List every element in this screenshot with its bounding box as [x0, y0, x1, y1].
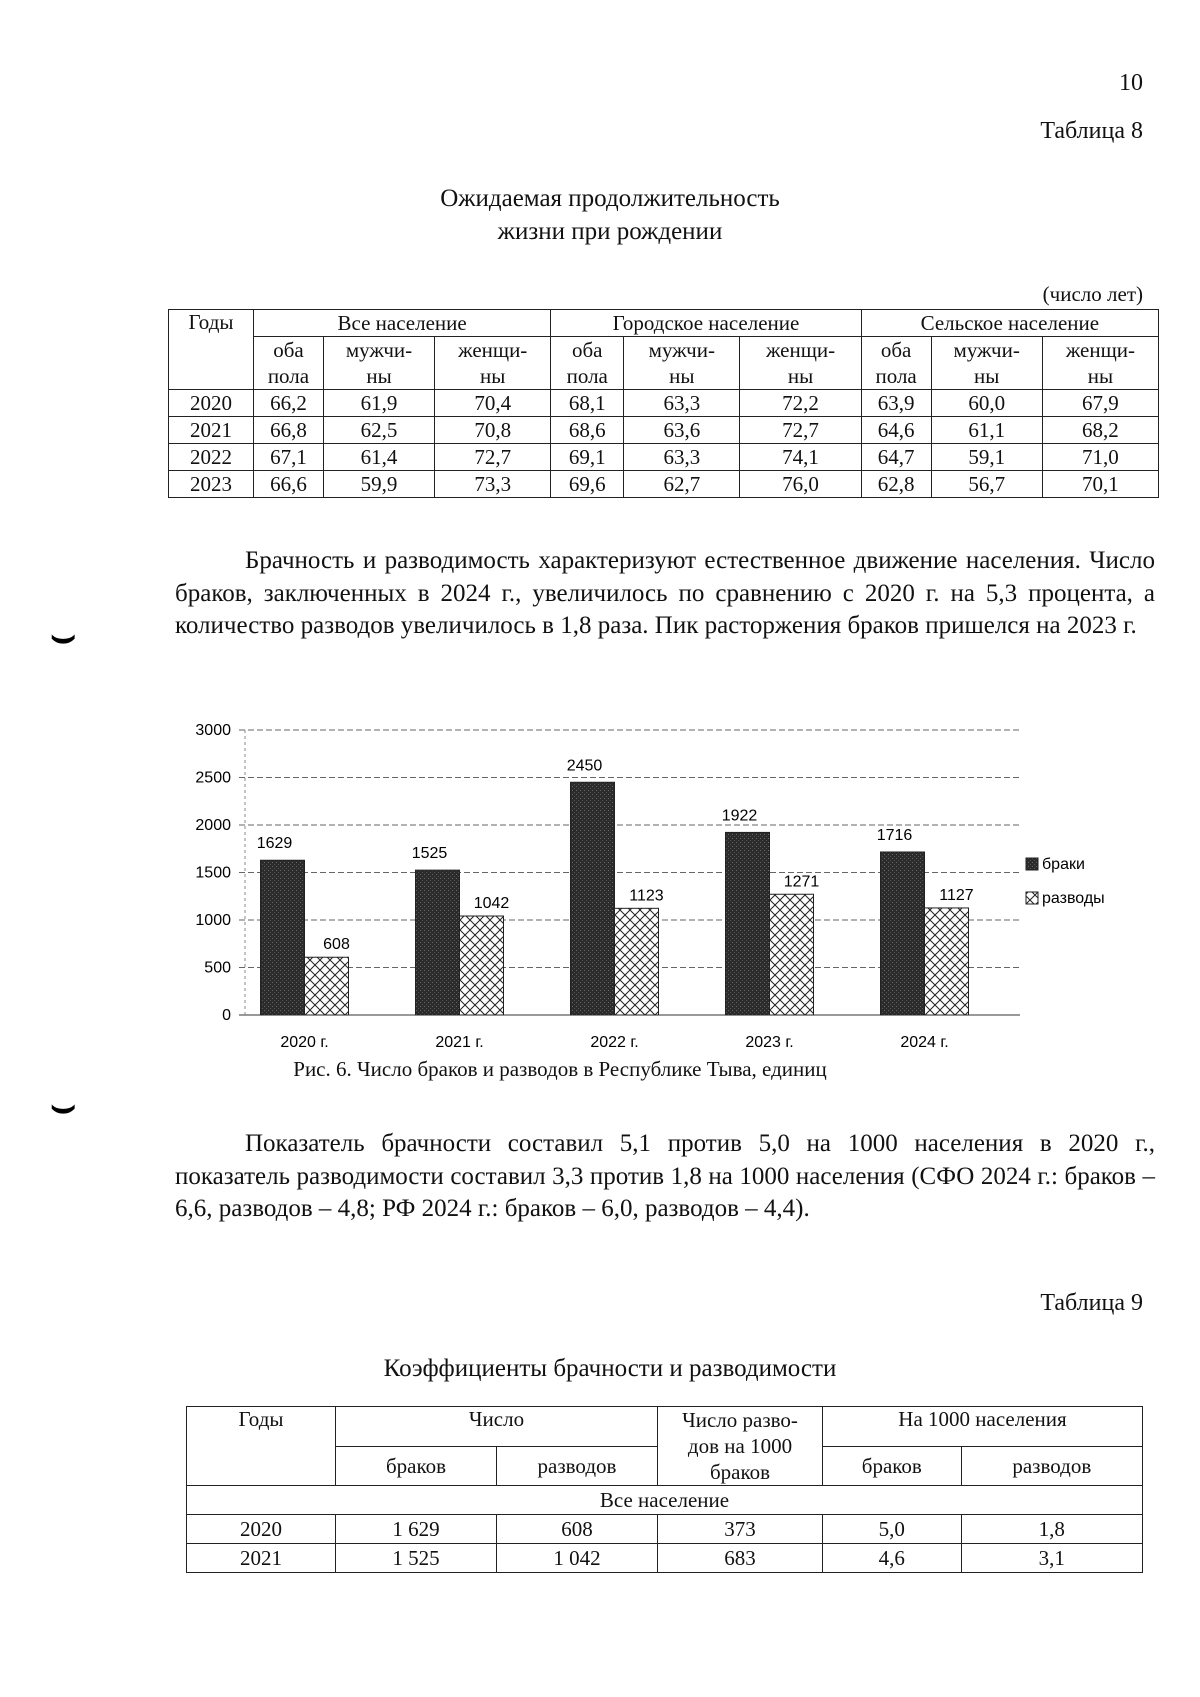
y-tick-label: 3000: [195, 722, 231, 739]
paragraph-marriage-rate: Показатель брачности составил 5,1 против 5,0 на 1000 населения в 2020 г., показатель разводимости составил 3,3 против 1,8 на 1000 населения (СФО 2024 г.: браков – 6,6, разводов – 4,8; РФ 2024 г.: браков – 6,0, разводов – 4,4).: [175, 1130, 1155, 1222]
x-tick-label: 2024 г.: [900, 1034, 949, 1050]
subheader-bottom-row: [169, 363, 1159, 390]
year-cell: 2020: [169, 390, 254, 417]
value-cell: 67,1: [254, 444, 324, 471]
value-cell: 69,6: [551, 471, 624, 498]
value-cell: 72,7: [740, 417, 861, 444]
value-cell: 4,6: [823, 1544, 962, 1573]
value-cell: 73,3: [435, 471, 551, 498]
value-cell: 74,1: [740, 444, 861, 471]
page-number: 10: [1119, 70, 1143, 96]
chart-legend: [1026, 856, 1105, 907]
value-cell: 3,1: [961, 1544, 1142, 1573]
year-cell: 2023: [169, 471, 254, 498]
subheader: ны: [323, 363, 434, 390]
year-cell: 2022: [169, 444, 254, 471]
subheader: ны: [435, 363, 551, 390]
table8-unit: (число лет): [1042, 282, 1143, 306]
table9-label: Таблица 9: [1040, 1290, 1143, 1316]
year-cell: 2020: [187, 1515, 336, 1544]
subheader-marriages: браков: [336, 1446, 497, 1486]
chart-x-axis: [280, 1034, 948, 1050]
header-count: Число: [336, 1407, 658, 1447]
chart-y-axis: [195, 722, 245, 1024]
data-label-divorces: 1271: [783, 873, 820, 891]
value-cell: 68,6: [551, 417, 624, 444]
bar-divorces: [460, 916, 504, 1015]
subheader-divorces: разводов: [497, 1446, 658, 1486]
y-tick-label: 2500: [195, 769, 231, 787]
table-row: [169, 471, 1159, 498]
value-cell: 72,2: [740, 390, 861, 417]
subheader: ны: [624, 363, 740, 390]
legend-label-marriages: браки: [1042, 856, 1085, 873]
y-tick-label: 0: [222, 1007, 231, 1024]
legend-swatch-divorces: [1026, 892, 1038, 904]
value-cell: 66,8: [254, 417, 324, 444]
header-line: Число разво-: [682, 1408, 798, 1432]
value-cell: 60,0: [931, 390, 1042, 417]
value-cell: 62,8: [861, 471, 931, 498]
data-label-divorces: 1127: [939, 886, 974, 904]
y-tick-label: 1000: [195, 912, 231, 929]
value-cell: 63,9: [861, 390, 931, 417]
value-cell: 59,1: [931, 444, 1042, 471]
bar-divorces: [925, 908, 969, 1015]
value-cell: 66,2: [254, 390, 324, 417]
value-cell: 1 629: [336, 1515, 497, 1544]
header-years: Годы: [187, 1407, 336, 1486]
value-cell: 76,0: [740, 471, 861, 498]
subheader: мужчи-: [931, 337, 1042, 364]
table-row: [169, 390, 1159, 417]
bar-divorces: [615, 908, 659, 1015]
bar-marriages: [261, 860, 305, 1015]
table-row: [187, 1544, 1143, 1573]
header-all-population: Все население: [254, 310, 551, 337]
subheader: пола: [254, 363, 324, 390]
value-cell: 67,9: [1042, 390, 1158, 417]
value-cell: 1,8: [961, 1515, 1142, 1544]
subheader: ны: [1042, 363, 1158, 390]
subheader: женщи-: [1042, 337, 1158, 364]
table8-title: [0, 182, 1200, 248]
value-cell: 63,6: [624, 417, 740, 444]
data-label-divorces: 608: [323, 936, 350, 954]
value-cell: 61,1: [931, 417, 1042, 444]
y-tick-label: 2000: [195, 817, 231, 834]
subheader: оба: [861, 337, 931, 364]
value-cell: 64,6: [861, 417, 931, 444]
header-line: браков: [709, 1460, 771, 1484]
data-label-marriages: 1525: [411, 845, 448, 863]
x-tick-label: 2022 г.: [590, 1034, 639, 1050]
value-cell: 61,9: [323, 390, 434, 417]
year-cell: 2021: [187, 1544, 336, 1573]
table8-title-line2: жизни при рождении: [497, 218, 723, 245]
subheader: ны: [931, 363, 1042, 390]
marriage-divorce-rates-table: [186, 1406, 1143, 1573]
bar-marriages: [881, 852, 925, 1015]
table8-title-line1: Ожидаемая продолжительность: [440, 185, 780, 212]
subheader: мужчи-: [624, 337, 740, 364]
bar-marriages: [726, 832, 770, 1015]
header-divorces-per-1000-marriages: [658, 1407, 823, 1486]
table-row: [169, 444, 1159, 471]
value-cell: 72,7: [435, 444, 551, 471]
subheader: мужчи-: [323, 337, 434, 364]
value-cell: 64,7: [861, 444, 931, 471]
bar-divorces: [305, 957, 349, 1015]
data-label-marriages: 1716: [876, 826, 913, 844]
header-rural-population: Сельское население: [861, 310, 1158, 337]
value-cell: 5,0: [823, 1515, 962, 1544]
data-label-divorces: 1042: [473, 895, 510, 913]
x-tick-label: 2023 г.: [745, 1034, 794, 1050]
value-cell: 59,9: [323, 471, 434, 498]
paragraph-marriage-divorce: Брачность и разводимость характеризуют естественное движение населения. Число браков, заключенных в 2024 г., увеличилось по сравнению с 2020 г. на 5,3 процента, а количество разводов увеличилось в 1,8 раза. Пик расторжения браков пришелся на 2023 г.: [175, 547, 1155, 639]
subheader: оба: [254, 337, 324, 364]
value-cell: 683: [658, 1544, 823, 1573]
legend-swatch-marriages: [1026, 858, 1038, 870]
y-tick-label: 1500: [195, 864, 231, 882]
header-per-1000-population: На 1000 населения: [823, 1407, 1143, 1447]
value-cell: 373: [658, 1515, 823, 1544]
margin-bracket-mark: ⌣: [50, 613, 77, 658]
table8-label: Таблица 8: [1040, 118, 1143, 144]
subheader-top-row: [169, 337, 1159, 364]
value-cell: 71,0: [1042, 444, 1158, 471]
bar-divorces: [770, 894, 814, 1015]
year-cell: 2021: [169, 417, 254, 444]
data-label-marriages: 2450: [566, 757, 603, 775]
value-cell: 70,1: [1042, 471, 1158, 498]
value-cell: 63,3: [624, 444, 740, 471]
header-line: дов на 1000: [687, 1434, 793, 1458]
header-urban-population: Городское население: [551, 310, 861, 337]
table-row: [169, 417, 1159, 444]
marriages-divorces-chart: [160, 710, 1140, 1050]
subheader: оба: [551, 337, 624, 364]
data-label-marriages: 1922: [721, 807, 758, 825]
subheader: ны: [740, 363, 861, 390]
value-cell: 62,5: [323, 417, 434, 444]
value-cell: 70,4: [435, 390, 551, 417]
margin-bracket-mark: ⌣: [50, 1083, 77, 1128]
x-tick-label: 2021 г.: [435, 1034, 484, 1050]
value-cell: 1 525: [336, 1544, 497, 1573]
value-cell: 69,1: [551, 444, 624, 471]
subheader-marriages: браков: [823, 1446, 962, 1486]
figure-caption: Рис. 6. Число браков и разводов в Республике Тыва, единиц: [293, 1057, 827, 1081]
value-cell: 70,8: [435, 417, 551, 444]
value-cell: 1 042: [497, 1544, 658, 1573]
value-cell: 68,1: [551, 390, 624, 417]
data-label-marriages: 1629: [256, 835, 293, 853]
subheader: женщи-: [740, 337, 861, 364]
value-cell: 61,4: [323, 444, 434, 471]
value-cell: 56,7: [931, 471, 1042, 498]
table9-title: Коэффициенты брачности и разводимости: [383, 1355, 837, 1382]
subheader: женщи-: [435, 337, 551, 364]
value-cell: 68,2: [1042, 417, 1158, 444]
value-cell: 608: [497, 1515, 658, 1544]
chart-bars: [261, 782, 969, 1015]
bar-marriages: [571, 782, 615, 1015]
value-cell: 66,6: [254, 471, 324, 498]
subheader: пола: [861, 363, 931, 390]
bar-marriages: [416, 870, 460, 1015]
subheader-divorces: разводов: [961, 1446, 1142, 1486]
life-expectancy-table: [168, 309, 1159, 498]
subheader: пола: [551, 363, 624, 390]
data-label-divorces: 1123: [629, 887, 664, 905]
header-years: Годы: [169, 310, 254, 390]
x-tick-label: 2020 г.: [280, 1034, 329, 1050]
table-row: [187, 1515, 1143, 1544]
legend-label-divorces: разводы: [1042, 890, 1105, 907]
value-cell: 63,3: [624, 390, 740, 417]
value-cell: 62,7: [624, 471, 740, 498]
y-tick-label: 500: [204, 959, 231, 977]
section-all-population: Все население: [187, 1486, 1143, 1515]
